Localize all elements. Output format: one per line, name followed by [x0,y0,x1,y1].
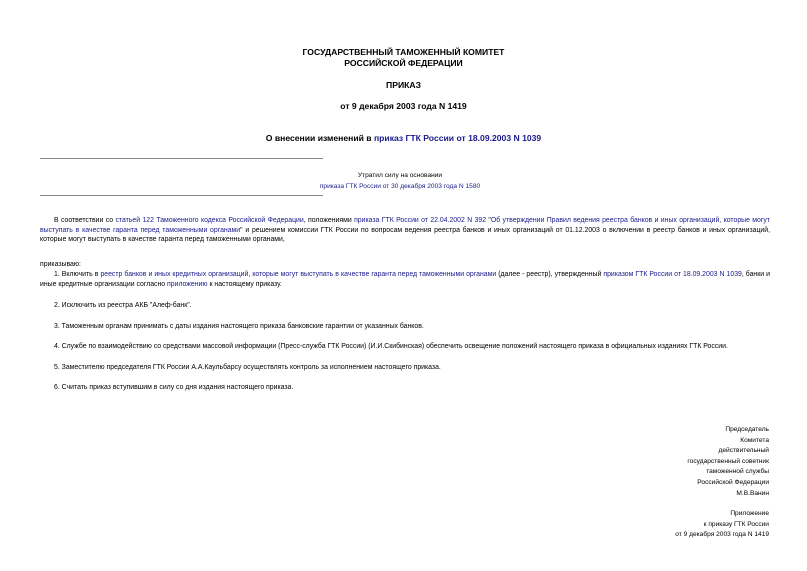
item-1-text-2: (далее - реестр), утвержденный [496,271,604,278]
intro-text-3: " [486,217,491,224]
signature-line: государственный советник [687,457,769,465]
item-2: 2. Исключить из реестра АКБ "Алеф-банк". [54,302,192,309]
org-name-line2: РОССИЙСКОЙ ФЕДЕРАЦИИ [344,58,463,68]
document-subject [0,133,807,143]
item-4: 4. Службе по взаимодействию со средствами массовой информации (Пресс-служба ГТК России) (И.И.Скибинская) обеспечить освещение положений настоящего приказа в официальных изданиях ГТК России. [54,343,728,350]
rules-registry-link[interactable]: Об утверждении Правил ведения реестра банков и иных организаций, которые могут выступать в качестве гаранта перед таможенными органами [40,217,770,234]
item-6: 6. Считать приказ вступившим в силу со дня издания настоящего приказа. [54,384,294,391]
intro-text-1: В соответствии со [54,217,116,224]
signature-line: Председатель [725,426,769,433]
item-1-text-3: , банки и иные кредитные организации согласно [40,271,770,288]
item-1-text-4: к настоящему приказу. [207,280,282,288]
registry-link[interactable]: реестр банков и иных кредитных организаций, которые могут выступать в качестве гаранта перед таможенными органами [100,271,497,278]
item-5: 5. Заместителю председателя ГТК России А.А.Каульбарсу осуществлять контроль за исполнением настоящего приказа. [54,364,441,371]
divider-bottom [40,195,323,196]
intro-text-2: , положениями [303,217,355,224]
appendix-link[interactable]: приложению [167,280,208,288]
subject-prefix: О внесении изменений в [265,133,374,143]
document-date: от 9 декабря 2003 года N 1419 [340,101,467,111]
order-1039-link[interactable]: приказом ГТК России от 18.09.2003 N 1039 [603,271,742,278]
appendix-header [569,509,769,541]
repeal-note-link[interactable]: приказа ГТК России от 30 декабря 2003 года N 1580 [319,183,481,190]
item-1 [40,270,770,289]
intro-text-4: " и решением комиссии ГТК России по вопросам ведения реестра банков и иных организаций от 01.12.2003 о включении в реестр банков и иных организаций, которые могут выступать в качестве гаранта перед таможенными органами, [40,226,771,243]
subject-link[interactable]: приказ ГТК России от 18.09.2003 N 1039 [373,133,542,143]
signature-line: Российской Федерации [697,478,769,486]
signatory-name: М.В.Ванин [736,489,769,497]
signature-block [569,425,769,499]
appendix-title: Приложение [730,510,769,517]
signature-line: действительный [718,447,769,455]
appendix-date: от 9 декабря 2003 года N 1419 [675,531,769,539]
document-type: ПРИКАЗ [386,80,421,90]
signature-line: Комитета [740,436,769,444]
intro-paragraph [40,216,770,245]
divider-top [40,158,323,159]
item-1-text-1: 1. Включить в [54,271,101,278]
signature-line: таможенной службы [706,468,769,476]
order-392-link[interactable]: приказа ГТК России от 22.04.2002 N 392 [354,217,487,224]
item-3: 3. Таможенным органам принимать с даты издания настоящего приказа банковские гарантии от указанных банков. [54,323,424,330]
repeal-note [290,170,510,192]
org-name-line1: ГОСУДАРСТВЕННЫЙ ТАМОЖЕННЫЙ КОМИТЕТ [302,47,505,57]
order-word: приказываю: [40,261,81,268]
customs-code-link[interactable]: статьей 122 Таможенного кодекса Российской Федерации [115,217,304,224]
repeal-note-text: Утратил силу на основании [357,172,443,179]
appendix-ref: к приказу ГТК России [703,520,769,528]
